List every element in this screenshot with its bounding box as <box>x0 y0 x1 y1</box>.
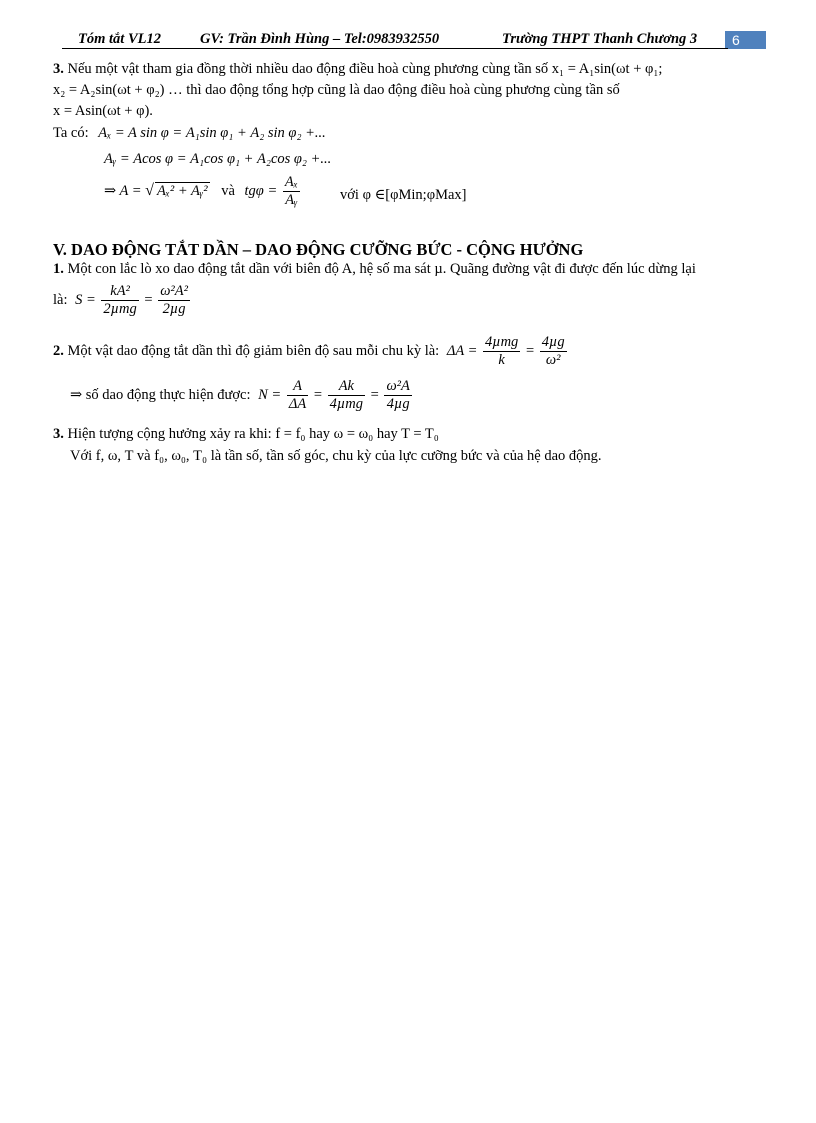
header-rule <box>62 48 728 49</box>
tg-den: Aᵧ <box>285 192 298 208</box>
n-f1-den: ΔA <box>288 396 307 412</box>
phi-range: với φ ∈[φMin;φMax] <box>340 187 467 203</box>
eq-sign: = <box>144 291 153 308</box>
item3-line2: x₂ = A₂sin(ωt + φ₂) … thì dao động tổng hợp cũng là dao động điều hoà cùng phương cùng tần số <box>53 82 620 98</box>
da-f2-num: 4µg <box>541 334 565 350</box>
eq-ax: Aₓ = A sin φ = A₁sin φ₁ + A₂ sin φ₂ +... <box>98 125 326 141</box>
p3-line <box>53 426 439 443</box>
p3-line2: Với f, ω, T và f₀, ω₀, T₀ là tần số, tần số góc, chu kỳ của lực cưỡng bức và của hệ dao động. <box>70 448 602 464</box>
eq-s-line <box>53 283 192 318</box>
tg-fraction <box>283 174 300 209</box>
da-f1-num: 4µmg <box>484 334 519 350</box>
da-f1-den: k <box>498 352 505 368</box>
eq-da-lhs: ΔA = <box>446 342 478 359</box>
eq-sign: = <box>370 386 379 403</box>
item3-line3: x = Asin(ωt + φ). <box>53 103 153 119</box>
header-school: Trường THPT Thanh Chương 3 <box>502 31 698 47</box>
s-f2-den: 2µg <box>162 301 186 317</box>
da-f2-den: ω² <box>545 352 561 368</box>
p1-line <box>53 261 696 278</box>
taco-label: Ta có: <box>53 125 89 141</box>
p1-la: là: <box>53 291 68 308</box>
s-f1-den: 2µmg <box>103 301 137 317</box>
eq-n-lhs: N = <box>258 386 282 403</box>
eq-amplitude-line: ⇒ A = √ Aₓ² + Aᵧ² và tgφ = $\frac{\text{Aₓ}}{\text{Aᵧ}}$ <box>104 174 298 208</box>
eq-n-frac2 <box>328 378 365 413</box>
n-f2-den: 4µmg <box>329 396 363 412</box>
eq-a-sqrt: Aₓ² + Aᵧ² <box>156 182 208 199</box>
eq-ay: Aᵧ = Acos φ = A₁cos φ₁ + A₂cos φ₂ +... <box>104 151 332 167</box>
eq-da-line <box>53 334 569 369</box>
eq-da-frac2 <box>540 334 567 369</box>
tg-num: Aₓ <box>284 174 298 190</box>
va-label: và <box>221 182 235 199</box>
eq-da-frac1 <box>483 334 520 369</box>
s-f2-num: ω²A² <box>160 283 188 299</box>
page-number: 6 <box>725 31 766 49</box>
eq-ax-line <box>53 125 326 142</box>
eq-sign: = <box>525 342 535 359</box>
item3-text1: Nếu một vật tham gia đồng thời nhiều dao động điều hoà cùng phương cùng tần số x₁ = A₁sin(ωt + φ₁; <box>67 61 663 77</box>
eq-n-frac3 <box>384 378 411 413</box>
n-f1-num: A <box>287 378 308 396</box>
eq-s-frac1 <box>101 283 138 318</box>
n-f2-num: Ak <box>328 378 365 396</box>
header-author: GV: Trần Đình Hùng – Tel:0983932550 <box>200 31 440 47</box>
n-f3-num: ω²A <box>386 378 410 394</box>
s-f1-num: kA² <box>101 283 138 301</box>
eq-n-frac1 <box>287 378 308 413</box>
header-subject: Tóm tắt VL12 <box>78 31 161 47</box>
item3-line1 <box>53 61 662 78</box>
n-f3-den: 4µg <box>386 396 410 412</box>
p1-number: 1. <box>53 261 64 277</box>
eq-sign: = <box>313 386 323 403</box>
eq-n-line <box>70 378 414 413</box>
eq-s-frac2 <box>158 283 190 318</box>
section-title: V. DAO ĐỘNG TẮT DẦN – DAO ĐỘNG CƯỠNG BỨC - CỘNG HƯỞNG <box>53 240 584 259</box>
tg-lhs: tgφ = <box>244 182 278 199</box>
eq-s-lhs: S = <box>75 291 96 308</box>
item3-number: 3. <box>53 61 64 77</box>
p3-text: Hiện tượng cộng hưởng xảy ra khi: f = f₀ hay ω = ω₀ hay T = T₀ <box>67 426 439 442</box>
p2-text: Một vật dao động tắt dần thì độ giảm biên độ sau mỗi chu kỳ là: <box>67 342 440 359</box>
eq-a-lhs: ⇒ A = <box>104 182 142 199</box>
p1-text: Một con lắc lò xo dao động tắt dần với biên độ A, hệ số ma sát µ. Quãng đường vật đi được đến lúc dừng lại <box>67 261 696 277</box>
p2-number: 2. <box>53 342 64 359</box>
p3-number: 3. <box>53 426 64 442</box>
p2b-text: ⇒ số dao động thực hiện được: <box>70 386 251 403</box>
